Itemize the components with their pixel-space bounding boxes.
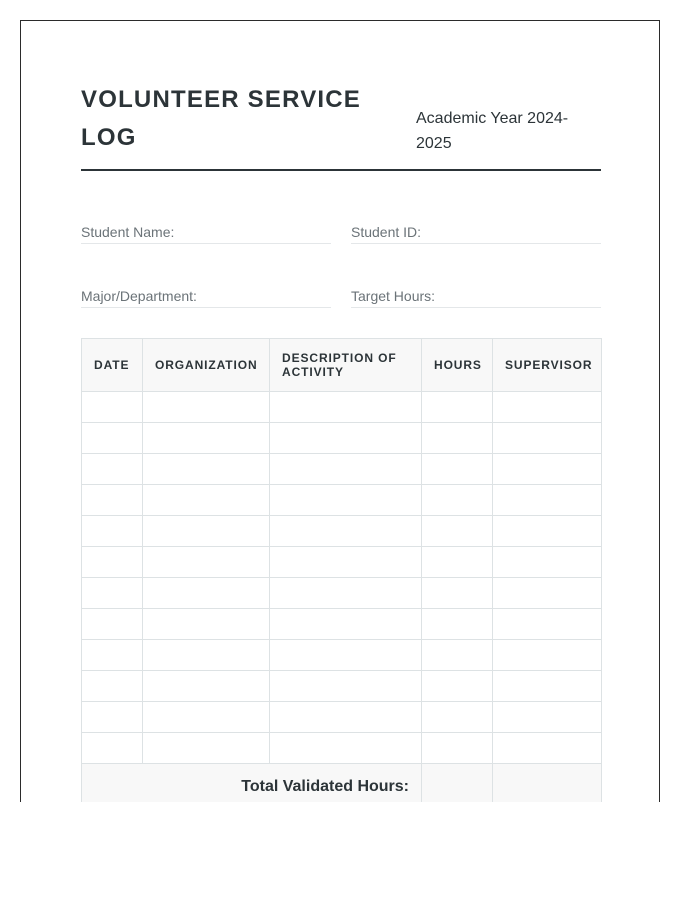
- cell-description[interactable]: [270, 516, 422, 547]
- cell-organization[interactable]: [143, 423, 270, 454]
- total-supervisor-cell[interactable]: [493, 764, 602, 803]
- table-row: [82, 609, 602, 640]
- cell-organization[interactable]: [143, 733, 270, 764]
- cell-date[interactable]: [82, 423, 143, 454]
- target-hours-label: Target Hours:: [351, 288, 436, 304]
- cell-hours[interactable]: [422, 671, 493, 702]
- cell-supervisor[interactable]: [493, 392, 602, 423]
- cell-organization[interactable]: [143, 516, 270, 547]
- student-id-label: Student ID:: [351, 224, 422, 240]
- total-row: [82, 764, 602, 803]
- major-department-label: Major/Department:: [81, 288, 197, 304]
- column-header-date: DATE: [82, 339, 143, 392]
- cell-supervisor[interactable]: [493, 454, 602, 485]
- cell-hours[interactable]: [422, 454, 493, 485]
- cell-description[interactable]: [270, 609, 422, 640]
- cell-description[interactable]: [270, 547, 422, 578]
- cell-organization[interactable]: [143, 640, 270, 671]
- cell-hours[interactable]: [422, 485, 493, 516]
- cell-organization[interactable]: [143, 454, 270, 485]
- cell-description[interactable]: [270, 423, 422, 454]
- target-hours-field[interactable]: [351, 285, 601, 308]
- table-body: [82, 392, 602, 764]
- cell-hours[interactable]: [422, 392, 493, 423]
- cell-date[interactable]: [82, 485, 143, 516]
- table-row: [82, 485, 602, 516]
- cell-date[interactable]: [82, 578, 143, 609]
- cell-organization[interactable]: [143, 547, 270, 578]
- service-log-table: [81, 338, 602, 802]
- cell-supervisor[interactable]: [493, 547, 602, 578]
- table-row: [82, 454, 602, 485]
- cell-description[interactable]: [270, 392, 422, 423]
- cell-hours[interactable]: [422, 578, 493, 609]
- table-row: [82, 547, 602, 578]
- cell-hours[interactable]: [422, 516, 493, 547]
- document-page: [20, 20, 660, 802]
- cell-organization[interactable]: [143, 671, 270, 702]
- cell-hours[interactable]: [422, 609, 493, 640]
- total-hours-cell[interactable]: [422, 764, 493, 803]
- cell-description[interactable]: [270, 733, 422, 764]
- cell-date[interactable]: [82, 392, 143, 423]
- column-header-hours: HOURS: [422, 339, 493, 392]
- cell-supervisor[interactable]: [493, 578, 602, 609]
- cell-hours[interactable]: [422, 733, 493, 764]
- cell-supervisor[interactable]: [493, 640, 602, 671]
- table-row: [82, 702, 602, 733]
- cell-supervisor[interactable]: [493, 516, 602, 547]
- student-name-label: Student Name:: [81, 224, 175, 240]
- cell-supervisor[interactable]: [493, 702, 602, 733]
- cell-description[interactable]: [270, 454, 422, 485]
- cell-supervisor[interactable]: [493, 671, 602, 702]
- table-row: [82, 733, 602, 764]
- cell-hours[interactable]: [422, 640, 493, 671]
- cell-description[interactable]: [270, 578, 422, 609]
- cell-organization[interactable]: [143, 702, 270, 733]
- cell-supervisor[interactable]: [493, 485, 602, 516]
- table-row: [82, 516, 602, 547]
- table-row: [82, 578, 602, 609]
- cell-date[interactable]: [82, 609, 143, 640]
- total-validated-hours-label: Total Validated Hours:: [82, 764, 422, 803]
- student-id-field[interactable]: [351, 221, 601, 244]
- column-header-organization: ORGANIZATION: [143, 339, 270, 392]
- cell-description[interactable]: [270, 671, 422, 702]
- cell-description[interactable]: [270, 702, 422, 733]
- table-row: [82, 423, 602, 454]
- table-row: [82, 640, 602, 671]
- cell-hours[interactable]: [422, 547, 493, 578]
- cell-organization[interactable]: [143, 578, 270, 609]
- cell-date[interactable]: [82, 671, 143, 702]
- cell-organization[interactable]: [143, 485, 270, 516]
- cell-hours[interactable]: [422, 423, 493, 454]
- document-header: [81, 81, 601, 171]
- cell-date[interactable]: [82, 516, 143, 547]
- cell-date[interactable]: [82, 547, 143, 578]
- cell-supervisor[interactable]: [493, 423, 602, 454]
- cell-date[interactable]: [82, 733, 143, 764]
- cell-organization[interactable]: [143, 392, 270, 423]
- table-row: [82, 392, 602, 423]
- cell-hours[interactable]: [422, 702, 493, 733]
- cell-supervisor[interactable]: [493, 609, 602, 640]
- document-title: VOLUNTEER SERVICE LOG: [81, 86, 362, 151]
- table-header-row: [82, 339, 602, 392]
- cell-date[interactable]: [82, 454, 143, 485]
- cell-date[interactable]: [82, 702, 143, 733]
- cell-description[interactable]: [270, 485, 422, 516]
- cell-organization[interactable]: [143, 609, 270, 640]
- column-header-supervisor: SUPERVISOR: [493, 339, 602, 392]
- table-row: [82, 671, 602, 702]
- cell-description[interactable]: [270, 640, 422, 671]
- cell-date[interactable]: [82, 640, 143, 671]
- academic-year: Academic Year 2024-2025: [416, 110, 569, 152]
- student-name-field[interactable]: [81, 221, 331, 244]
- column-header-description: DESCRIPTION OF ACTIVITY: [270, 339, 422, 392]
- cell-supervisor[interactable]: [493, 733, 602, 764]
- major-department-field[interactable]: [81, 285, 331, 308]
